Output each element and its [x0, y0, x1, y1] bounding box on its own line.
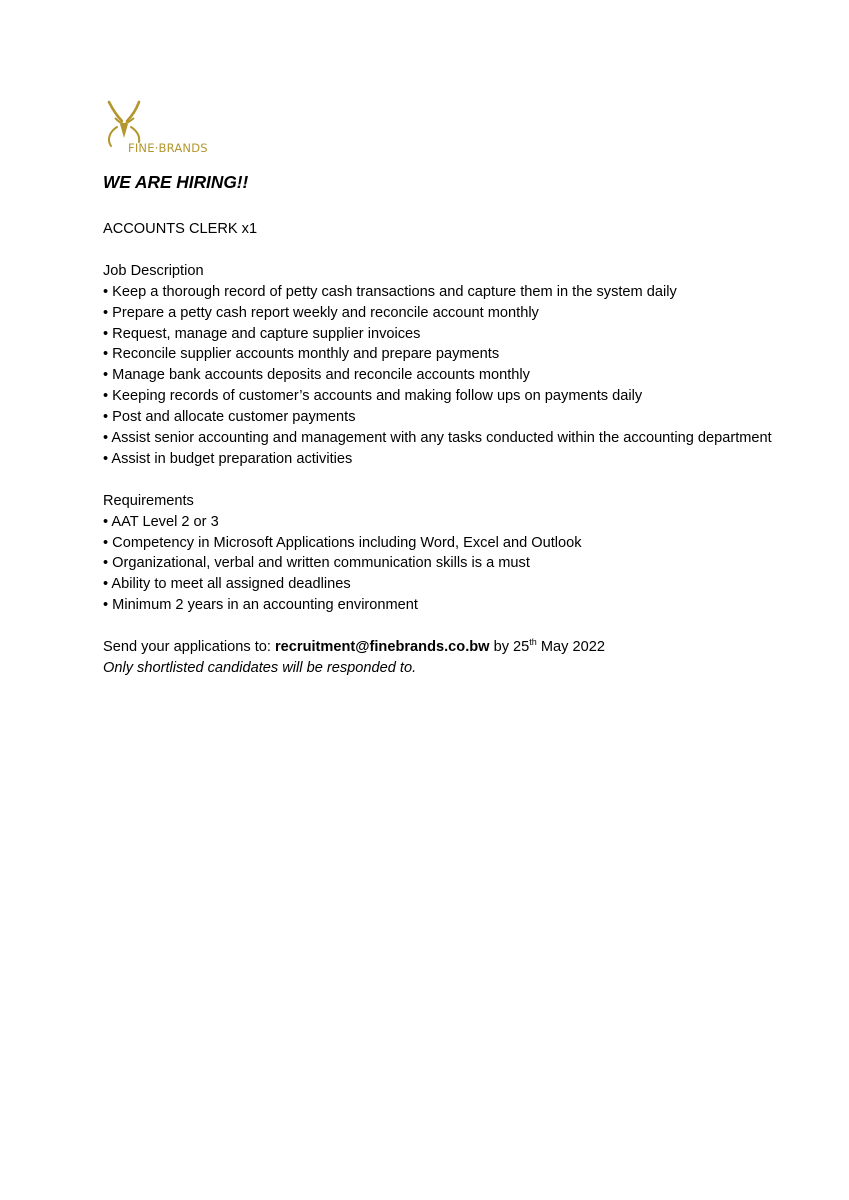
list-item: • Minimum 2 years in an accounting environment: [103, 597, 418, 614]
requirements-list: [103, 512, 793, 617]
position-title: ACCOUNTS CLERK x1: [103, 221, 258, 237]
apply-email: recruitment@finebrands.co.bw: [275, 639, 490, 656]
job-description-section: [103, 261, 793, 470]
headline: WE ARE HIRING!!: [103, 172, 249, 192]
list-item: • Ability to meet all assigned deadlines: [103, 576, 351, 593]
list-item: • Assist senior accounting and management with any tasks conducted within the accounting department: [103, 430, 772, 447]
requirements-title: Requirements: [103, 492, 194, 509]
company-logo: [103, 100, 223, 160]
logo-text: FINE·BRANDS: [128, 141, 208, 155]
apply-by: by 25: [489, 639, 530, 656]
job-description-list: [103, 282, 793, 470]
list-item: • Manage bank accounts deposits and reconcile accounts monthly: [103, 367, 530, 384]
list-item: • Assist in budget preparation activities: [103, 450, 353, 467]
job-posting: [103, 171, 793, 679]
apply-prefix: Send your applications to:: [103, 639, 275, 656]
list-item: • Keep a thorough record of petty cash transactions and capture them in the system daily: [103, 283, 677, 300]
list-item: • Organizational, verbal and written communication skills is a must: [103, 555, 530, 572]
list-item: • Request, manage and capture supplier invoices: [103, 325, 421, 342]
list-item: • Competency in Microsoft Applications including Word, Excel and Outlook: [103, 534, 582, 551]
requirements-section: [103, 491, 793, 616]
list-item: • AAT Level 2 or 3: [103, 513, 219, 530]
apply-line: [103, 637, 793, 658]
list-item: • Reconcile supplier accounts monthly and prepare payments: [103, 346, 500, 363]
apply-date-rest: May 2022: [536, 639, 605, 656]
shortlist-note: Only shortlisted candidates will be responded to.: [103, 659, 417, 676]
apply-date-suffix: th: [529, 637, 537, 648]
job-description-title: Job Description: [103, 262, 204, 279]
list-item: • Prepare a petty cash report weekly and reconcile account monthly: [103, 304, 539, 321]
list-item: • Post and allocate customer payments: [103, 409, 356, 426]
list-item: • Keeping records of customer’s accounts and making follow ups on payments daily: [103, 388, 643, 405]
